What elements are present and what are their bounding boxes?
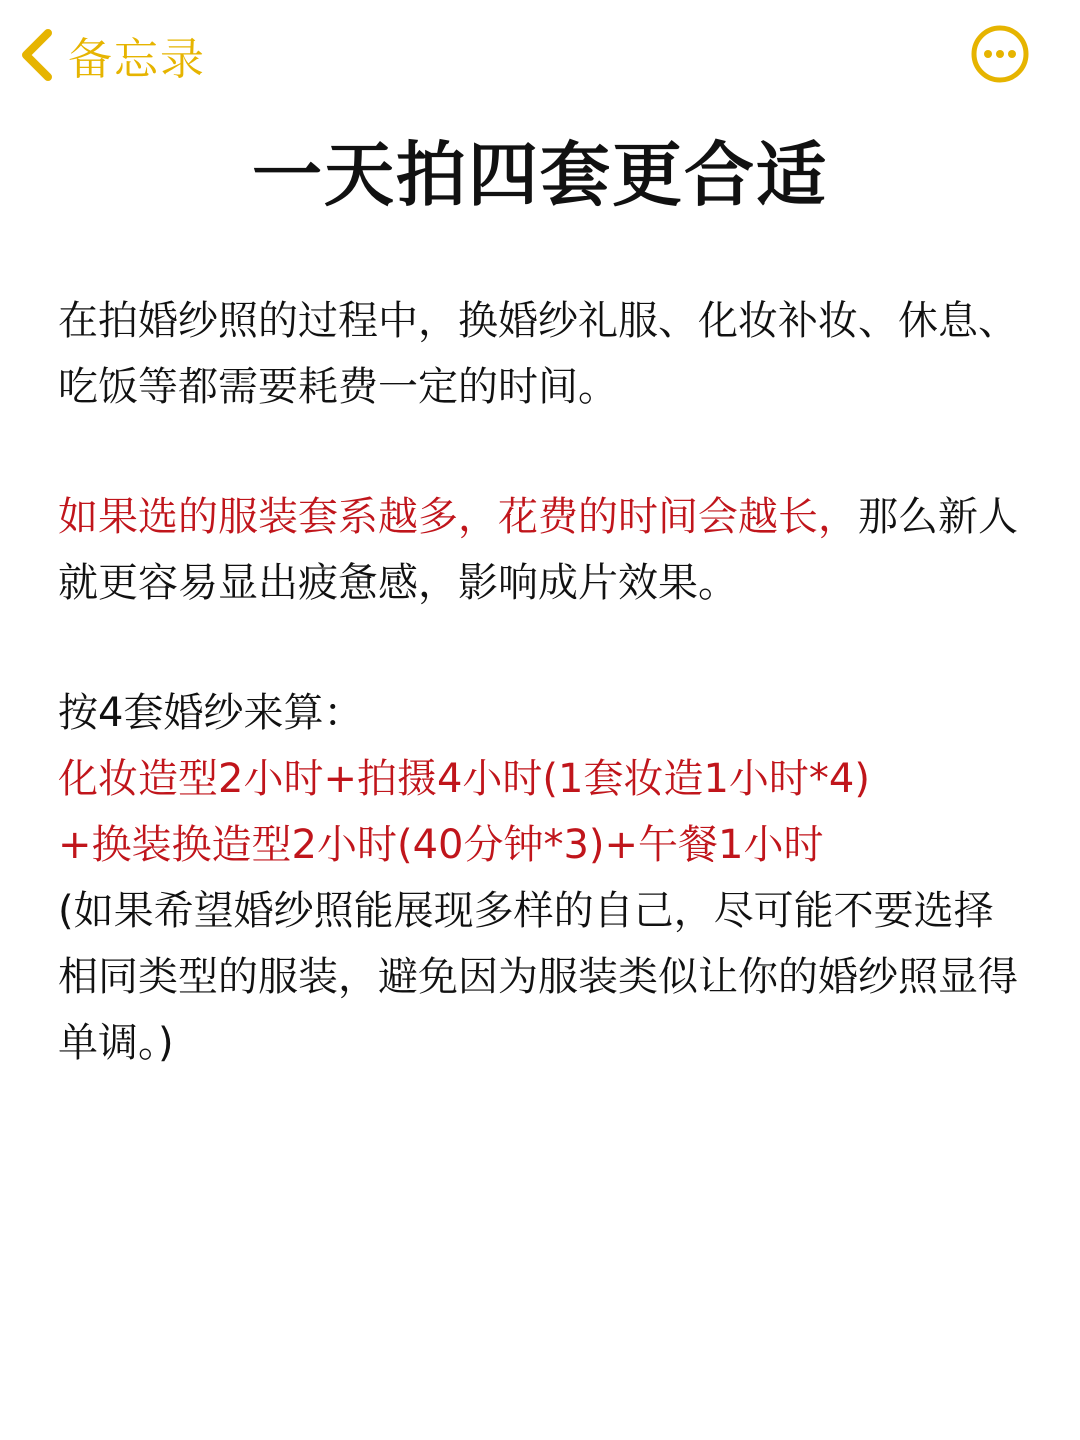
chevron-left-icon: [18, 27, 54, 83]
note-body: [58, 288, 1018, 1076]
more-icon: [970, 69, 1030, 88]
back-button[interactable]: [18, 20, 206, 90]
back-label: 备忘录: [68, 34, 206, 85]
paragraph-3-intro: 按4套婚纱来算：: [58, 690, 364, 736]
paragraph-2-rest: 那么新人就更容易显出疲惫感，影响成片效果。: [58, 494, 1018, 606]
paragraph-1: 在拍婚纱照的过程中，换婚纱礼服、化妆补妆、休息、吃饭等都需要耗费一定的时间。: [58, 298, 1018, 410]
paragraph-2: [58, 484, 1018, 616]
paragraph-3-note: (如果希望婚纱照能展现多样的自己，尽可能不要选择相同类型的服装，避免因为服装类似让你的婚纱照显得单调。): [58, 888, 1018, 1066]
navigation-bar: [0, 0, 1080, 110]
highlight-text: 如果选的服装套系越多，花费的时间会越长，: [58, 494, 858, 540]
note-title: 一天拍四套更合适: [252, 134, 828, 216]
schedule-line-2: +换装换造型2小时(40分钟*3)+午餐1小时: [58, 822, 824, 868]
more-button[interactable]: [970, 24, 1030, 84]
schedule-line-1: 化妆造型2小时+拍摄4小时(1套妆造1小时*4): [58, 756, 870, 802]
